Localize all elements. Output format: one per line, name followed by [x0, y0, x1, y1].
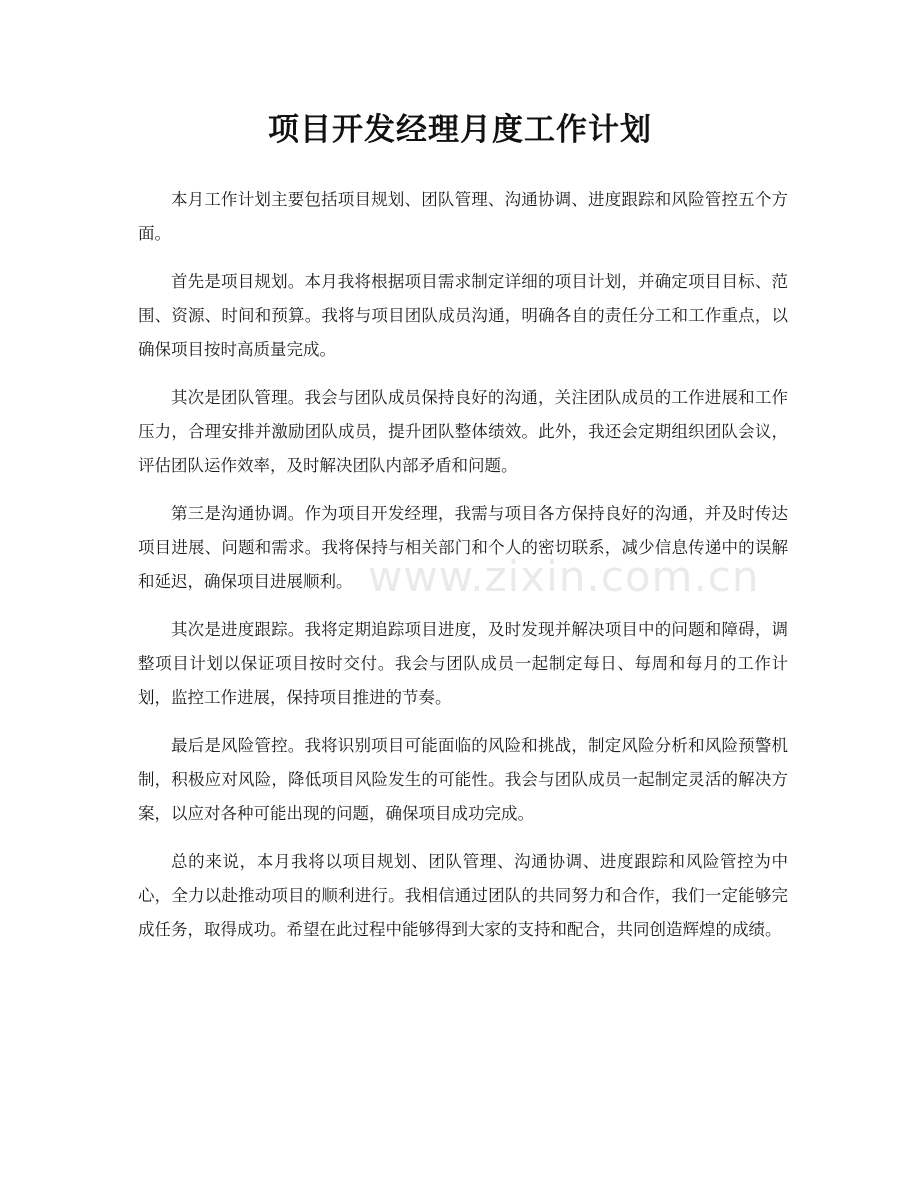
paragraph-conclusion: 总的来说，本月我将以项目规划、团队管理、沟通协调、进度跟踪和风险管控为中心，全力以赴推动项目的顺利进行。我相信通过团队的共同努力和合作，我们一定能够完成任务，取得成功。希望在此过程中能够得到大家的支持和配合，共同创造辉煌的成绩。 — [138, 852, 788, 939]
watermark: www.zixin.com.cn — [368, 552, 760, 601]
paragraph-project-planning: 首先是项目规划。本月我将根据项目需求制定详细的项目计划，并确定项目目标、范围、资源、时间和预算。我将与项目团队成员沟通，明确各自的责任分工和工作重点，以确保项目按时高质量完成。 — [138, 272, 788, 359]
paragraph-team-management: 其次是团队管理。我会与团队成员保持良好的沟通，关注团队成员的工作进展和工作压力，合理安排并激励团队成员，提升团队整体绩效。此外，我还会定期组织团队会议，评估团队运作效率，及时解决团队内部矛盾和问题。 — [138, 388, 788, 475]
paragraph-risk-control: 最后是风险管控。我将识别项目可能面临的风险和挑战，制定风险分析和风险预警机制，积极应对风险，降低项目风险发生的可能性。我会与团队成员一起制定灵活的解决方案，以应对各种可能出现的问题，确保项目成功完成。 — [138, 736, 788, 823]
paragraph-progress-tracking: 其次是进度跟踪。我将定期追踪项目进度，及时发现并解决项目中的问题和障碍，调整项目计划以保证项目按时交付。我会与团队成员一起制定每日、每周和每月的工作计划，监控工作进展，保持项目推进的节奏。 — [138, 620, 788, 707]
paragraph-communication: 第三是沟通协调。作为项目开发经理，我需与项目各方保持良好的沟通，并及时传达项目进展、问题和需求。我将保持与相关部门和个人的密切联系，减少信息传递中的误解和延迟，确保项目进展顺利。 — [138, 504, 788, 591]
document-body — [138, 183, 788, 961]
paragraph-intro: 本月工作计划主要包括项目规划、团队管理、沟通协调、进度跟踪和风险管控五个方面。 — [138, 190, 788, 243]
document-title: 项目开发经理月度工作计划 — [268, 112, 652, 148]
